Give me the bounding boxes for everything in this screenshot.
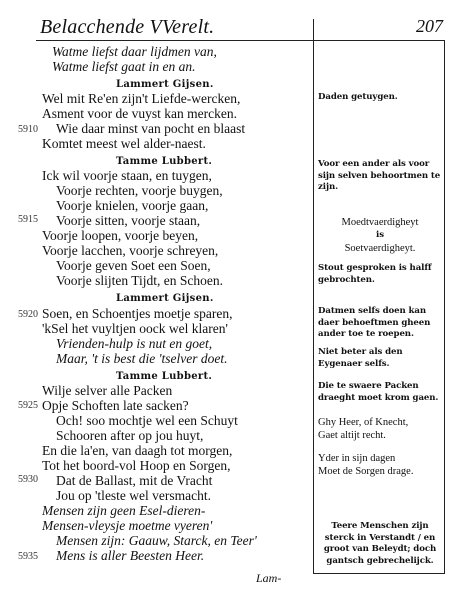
verse-line: Voorje loopen, voorje beyen, (42, 228, 199, 243)
verse-line: Vrienden-hulp is nut en goet, (56, 336, 213, 351)
marginal-note: Yder in sijn dagen (318, 453, 396, 464)
verse-line: Wilje selver alle Packen (42, 383, 173, 398)
verse-line: Tot het boord-vol Hoop en Sorgen, (42, 458, 231, 473)
speaker-name: Tamme Lubbert. (116, 156, 213, 167)
verse-line: Mensen-vleysje moetme vyeren' (42, 518, 213, 533)
verse-line: Och! soo mochtje wel een Schuyt (56, 413, 238, 428)
marginal-note: Teere Menschen zijn sterck in Verstandt / en groot van Beleydt; doch gantsch gebrechelijck. (323, 521, 437, 566)
verse-line: Wie daar minst van pocht en blaast (56, 121, 246, 136)
line-number: 5915 (18, 214, 38, 225)
verse-line: Voorje slijten Tijdt, en Schoen. (56, 273, 224, 288)
verse-line: Dat de Ballast, mit de Vracht (56, 473, 213, 488)
speaker-name: Lammert Gijsen. (116, 79, 214, 90)
verse-line: Mensen zijn: Gaauw, Starck, en Teer' (56, 533, 257, 548)
verse-line: Komtet meest wel alder-naest. (42, 136, 206, 151)
speaker-name: Tamme Lubbert. (116, 371, 213, 382)
marginal-note: Die te swaere Packen draeght moet krom gaen. (318, 381, 439, 403)
verse-line: Soen, en Schoentjes moetje sparen, (42, 306, 233, 321)
verse-line: Wel mit Re'en zijn't Liefde-wercken, (42, 91, 241, 106)
top-rule (36, 40, 445, 41)
running-head: Belacchende VVerelt. (40, 16, 215, 38)
verse-line: Maar, 't is best die 'tselver doet. (56, 351, 228, 366)
marginal-note: Moet de Sorgen drage. (318, 466, 414, 477)
verse-line: Schooren after op jou huyt, (56, 428, 204, 443)
verse-line: Mensen zijn geen Esel-dieren- (42, 503, 206, 518)
verse-line: Voorje knielen, voorje gaan, (56, 198, 209, 213)
bottom-rule (313, 573, 445, 574)
verse-line: Jou op 'tleste wel versmacht. (56, 488, 212, 503)
marginal-note: Soetvaerdigheyt. (344, 243, 416, 254)
line-number: 5910 (18, 124, 38, 135)
verse-line: Opje Schoften late sacken? (42, 398, 189, 413)
catchword: Lam- (256, 571, 282, 585)
marginal-note: Moedtvaerdigheyt (341, 217, 419, 228)
column-divider (313, 19, 314, 573)
marginal-note: Voor een ander als voor sijn selven behoortmen te zijn. (318, 159, 441, 192)
marginal-note: Ghy Heer, of Knecht, (318, 417, 409, 428)
marginal-note: Daden getuygen. (318, 92, 398, 102)
verse-line: Voorje rechten, voorje buygen, (56, 183, 223, 198)
verse-line: En die la'en, van daagh tot morgen, (42, 443, 233, 458)
verse-line: Voorje lacchen, voorje schreyen, (42, 243, 219, 258)
verse-line: Voorje sitten, voorje staan, (56, 213, 201, 228)
verse-line: Asment voor de vuyst kan mercken. (42, 106, 237, 121)
page-number: 207 (416, 16, 443, 36)
right-border (444, 40, 445, 573)
line-number: 5935 (18, 551, 38, 562)
marginal-note: Niet beter als den Eygenaer selfs. (318, 347, 403, 369)
marginal-note: Datmen selfs doen kan daer behoeftmen gheen ander toe te roepen. (318, 306, 431, 339)
line-number: 5930 (18, 474, 38, 485)
speaker-name: Lammert Gijsen. (116, 293, 214, 304)
marginal-note: is (376, 230, 384, 240)
marginal-note: Stout gesproken is halff gebrochten. (318, 263, 432, 285)
verse-line: 'kSel het vuyltjen oock wel klaren' (42, 321, 228, 336)
line-number: 5920 (18, 309, 38, 320)
verse-line: Watme liefst gaat in en an. (52, 59, 196, 74)
verse-line: Watme liefst daar lijdmen van, (52, 44, 217, 59)
verse-line: Mens is aller Beesten Heer. (56, 548, 205, 563)
verse-line: Ick wil voorje staan, en tuygen, (42, 168, 212, 183)
verse-line: Voorje geven Soet een Soen, (56, 258, 211, 273)
line-number: 5925 (18, 400, 38, 411)
marginal-note: Gaet altijt recht. (318, 430, 386, 441)
